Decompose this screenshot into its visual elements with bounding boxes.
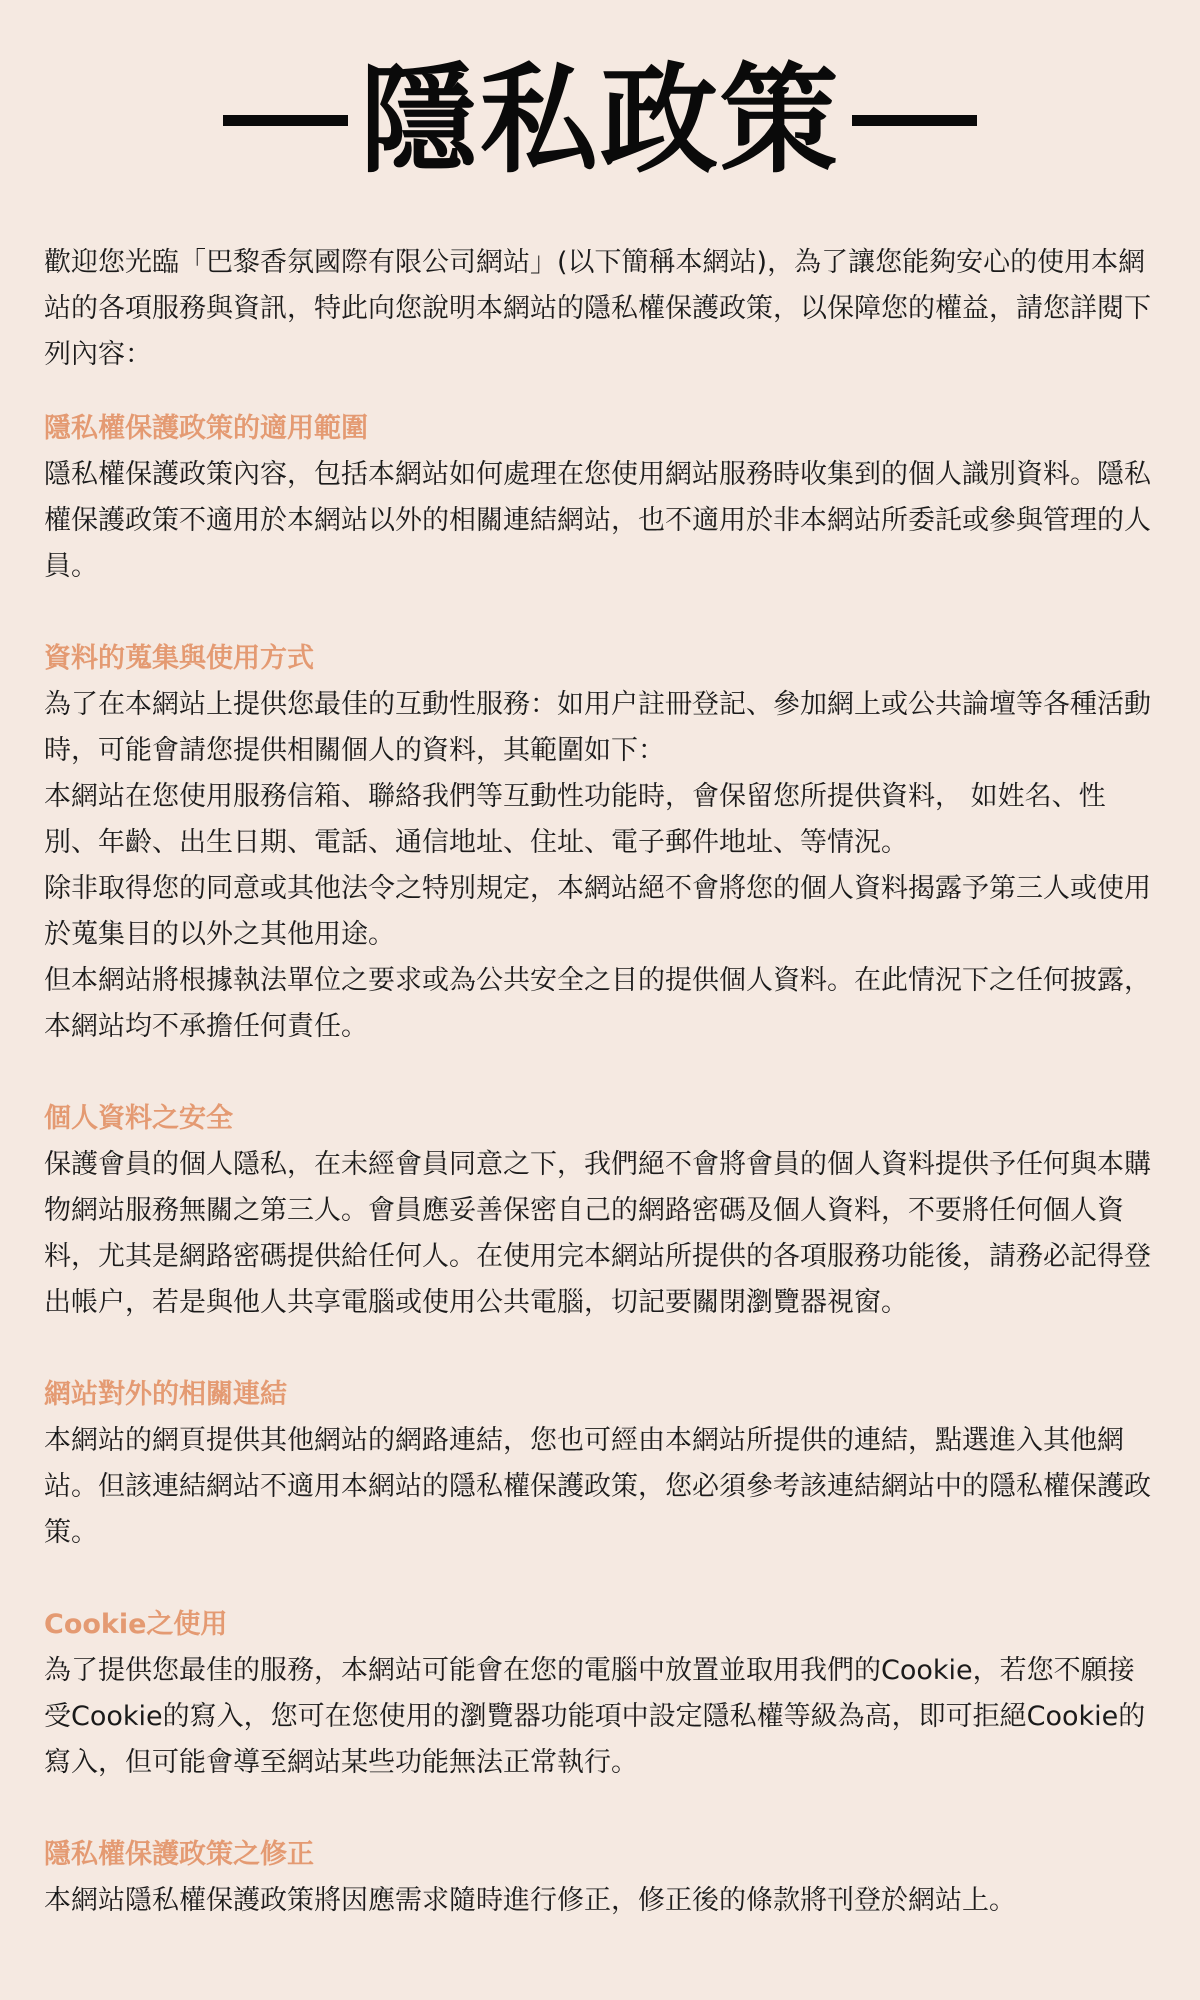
section-paragraph: 為了提供您最佳的服務，本網站可能會在您的電腦中放置並取用我們的Cookie，若您不願接受Cookie的寫入，您可在您使用的瀏覽器功能項中設定隱私權等級為高，即可拒絕Cookie的寫入，但可能會導至網站某些功能無法正常執行。 xyxy=(44,1655,1146,1778)
section-paragraph: 為了在本網站上提供您最佳的互動性服務：如用户註冊登記、參加網上或公共論壇等各種活動時，可能會請您提供相關個人的資料，其範圍如下： xyxy=(44,689,1151,766)
section-heading: 資料的蒐集與使用方式 xyxy=(44,643,314,674)
section-heading: 隱私權保護政策之修正 xyxy=(44,1839,314,1870)
section-amendment xyxy=(44,1832,1156,1924)
section-paragraph: 但本網站將根據執法單位之要求或為公共安全之目的提供個人資料。在此情況下之任何披露，本網站均不承擔任何責任。 xyxy=(44,965,1151,1042)
section-scope xyxy=(44,406,1156,590)
title-dash-left xyxy=(223,115,348,126)
section-cookie xyxy=(44,1602,1156,1786)
section-heading: 隱私權保護政策的適用範圍 xyxy=(44,413,368,444)
section-security xyxy=(44,1096,1156,1326)
intro-paragraph: 歡迎您光臨「巴黎香氛國際有限公司網站」(以下簡稱本網站)，為了讓您能夠安心的使用本網站的各項服務與資訊，特此向您說明本網站的隱私權保護政策，以保障您的權益，請您詳閱下列內容： xyxy=(44,247,1151,370)
page-title: 隱私政策 xyxy=(359,50,840,189)
section-heading: Cookie之使用 xyxy=(44,1609,228,1640)
section-collection xyxy=(44,636,1156,1050)
section-paragraph: 本網站在您使用服務信箱、聯絡我們等互動性功能時，會保留您所提供資料， 如姓名、性別、年齡、出生日期、電話、通信地址、住址、電子郵件地址、等情況。 xyxy=(44,781,1106,858)
section-paragraph: 本網站隱私權保護政策將因應需求隨時進行修正，修正後的條款將刊登於網站上。 xyxy=(44,1885,1016,1916)
section-heading: 網站對外的相關連結 xyxy=(44,1379,287,1410)
section-paragraph: 保護會員的個人隱私，在未經會員同意之下，我們絕不會將會員的個人資料提供予任何與本購物網站服務無關之第三人。會員應妥善保密自己的網路密碼及個人資料，不要將任何個人資料，尤其是網路密碼提供給任何人。在使用完本網站所提供的各項服務功能後，請務必記得登出帳户，若是與他人共享電腦或使用公共電腦，切記要關閉瀏覽器視窗。 xyxy=(44,1149,1151,1318)
page-title-row xyxy=(44,0,1156,240)
section-heading: 個人資料之安全 xyxy=(44,1103,233,1134)
section-paragraph: 本網站的網頁提供其他網站的網路連結，您也可經由本網站所提供的連結，點選進入其他網站。但該連結網站不適用本網站的隱私權保護政策，您必須參考該連結網站中的隱私權保護政策。 xyxy=(44,1425,1151,1548)
section-external-links xyxy=(44,1372,1156,1556)
title-dash-right xyxy=(852,115,977,126)
section-paragraph: 除非取得您的同意或其他法令之特別規定，本網站絕不會將您的個人資料揭露予第三人或使用於蒐集目的以外之其他用途。 xyxy=(44,873,1151,950)
section-paragraph: 隱私權保護政策內容，包括本網站如何處理在您使用網站服務時收集到的個人識別資料。隱私權保護政策不適用於本網站以外的相關連結網站，也不適用於非本網站所委託或參與管理的人員。 xyxy=(44,459,1151,582)
